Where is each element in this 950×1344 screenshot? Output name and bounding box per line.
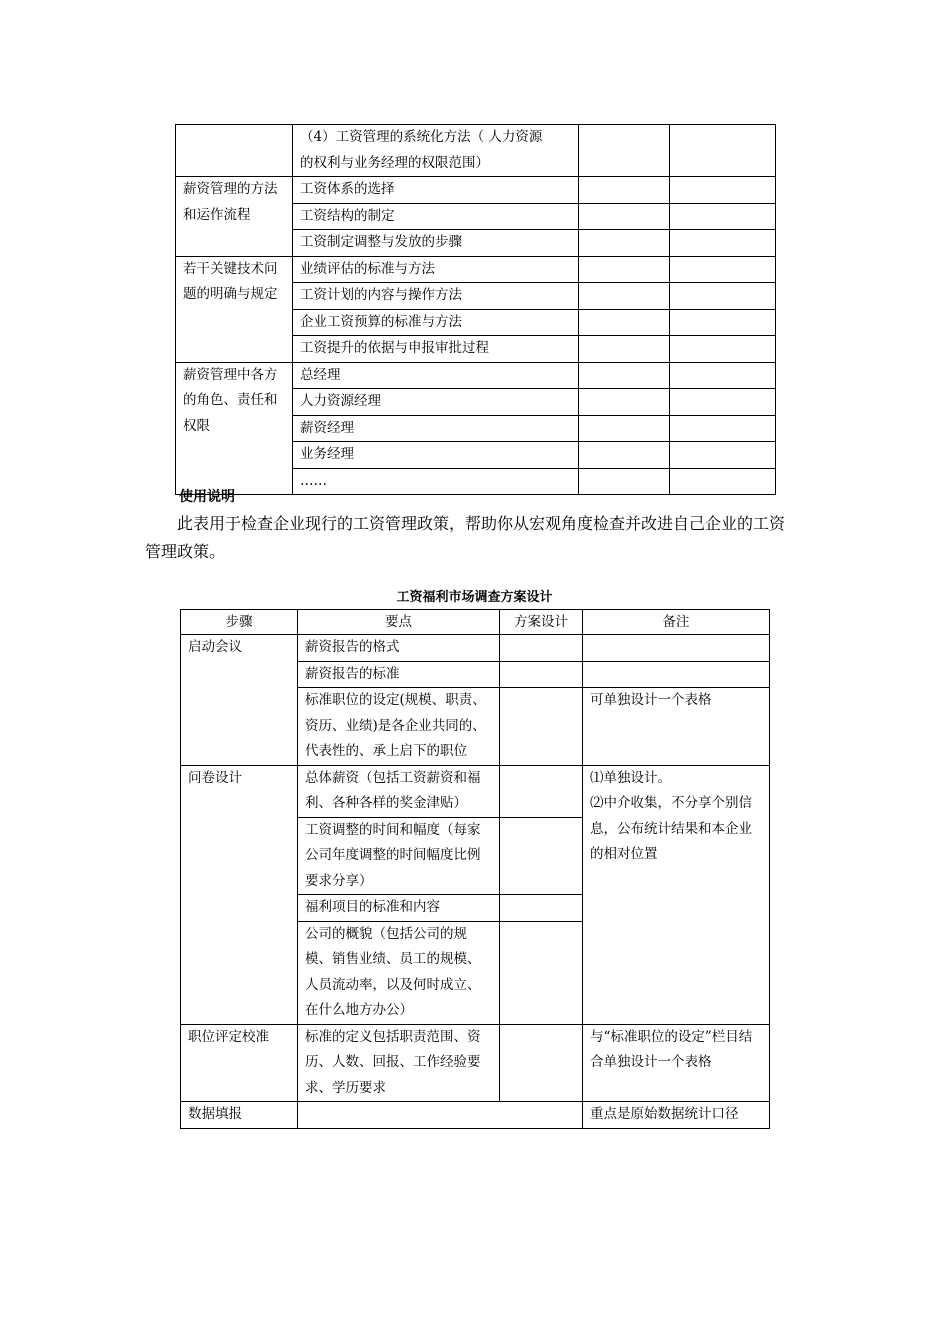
note-text: 重点是原始数据统计口径 bbox=[590, 1106, 739, 1122]
category-cell bbox=[176, 177, 293, 257]
empty-cell bbox=[670, 415, 776, 442]
empty-cell bbox=[670, 256, 776, 283]
item-cell bbox=[293, 468, 579, 495]
header-row bbox=[181, 610, 770, 635]
table-row bbox=[176, 177, 776, 204]
item-text: …… bbox=[300, 472, 327, 489]
item-text: 薪资经理 bbox=[300, 419, 354, 436]
empty-cell bbox=[579, 336, 670, 363]
empty-cell bbox=[670, 336, 776, 363]
empty-cell bbox=[579, 283, 670, 310]
category-label: 薪资管理中各方的角色、责任和权限 bbox=[183, 366, 278, 434]
point-text: 薪资报告的格式 bbox=[305, 639, 400, 655]
item-text: 工资体系的选择 bbox=[300, 181, 395, 197]
note-cell bbox=[583, 1102, 770, 1129]
empty-cell bbox=[579, 309, 670, 336]
item-text-line2: 的权利与业务经理的权限范围） bbox=[300, 154, 489, 171]
point-text: 公司的概貌（包括公司的规模、销售业绩、员工的规模、人员流动率，以及何时成立、在什么地方办公） bbox=[305, 925, 481, 1018]
note-cell bbox=[583, 765, 770, 1024]
point-cell bbox=[298, 817, 500, 895]
step-cell bbox=[181, 635, 298, 766]
usage-heading: 使用说明 bbox=[179, 489, 235, 505]
point-cell bbox=[298, 895, 500, 922]
point-text: 标准职位的设定(规模、职责、资历、业绩)是各企业共同的、代表性的、承上启下的职位 bbox=[305, 692, 486, 759]
empty-cell bbox=[670, 203, 776, 230]
point-cell bbox=[298, 661, 500, 688]
note-text: ⑴单独设计。 bbox=[590, 769, 671, 786]
step-cell bbox=[181, 1102, 298, 1129]
point-cell bbox=[298, 688, 500, 766]
category-cell bbox=[176, 256, 293, 362]
item-text: 总经理 bbox=[300, 366, 341, 383]
point-cell bbox=[298, 765, 500, 817]
category-label: 若干关键技术问题的明确与规定 bbox=[183, 260, 278, 302]
empty-cell bbox=[579, 177, 670, 204]
point-cell bbox=[298, 1024, 500, 1102]
item-text: 工资提升的依据与申报审批过程 bbox=[300, 340, 489, 356]
note-text: 可单独设计一个表格 bbox=[590, 692, 712, 708]
point-cell bbox=[298, 1102, 583, 1129]
step-cell bbox=[181, 1024, 298, 1102]
empty-cell bbox=[583, 661, 770, 688]
item-cell bbox=[293, 442, 579, 469]
empty-cell bbox=[579, 230, 670, 257]
point-text: 工资调整的时间和幅度（每家公司年度调整的时间幅度比例要求分享） bbox=[305, 821, 481, 889]
step-cell bbox=[181, 765, 298, 1024]
empty-cell bbox=[670, 442, 776, 469]
empty-cell bbox=[579, 125, 670, 177]
step-label: 职位评定校准 bbox=[188, 1028, 269, 1045]
empty-cell bbox=[500, 1024, 583, 1102]
header-plan: 方案设计 bbox=[500, 610, 583, 635]
table-row bbox=[176, 256, 776, 283]
header-note: 备注 bbox=[583, 610, 770, 635]
table-row bbox=[181, 1102, 770, 1129]
note-text: ⑵中介收集，不分享个别信息，公布统计结果和本企业的相对位置 bbox=[590, 795, 752, 862]
empty-cell bbox=[579, 389, 670, 416]
item-text-line1: （4）工资管理的系统化方法（ 人力资源 bbox=[300, 129, 543, 145]
empty-cell bbox=[579, 468, 670, 495]
item-text: 工资结构的制定 bbox=[300, 207, 395, 224]
table-row bbox=[176, 125, 776, 177]
category-cell bbox=[176, 125, 293, 177]
item-cell bbox=[293, 336, 579, 363]
empty-cell bbox=[670, 468, 776, 495]
point-text: 薪资报告的标准 bbox=[305, 665, 400, 682]
empty-cell bbox=[500, 688, 583, 766]
item-cell bbox=[293, 389, 579, 416]
empty-cell bbox=[579, 256, 670, 283]
note-text: 与“标准职位的设定”栏目结合单独设计一个表格 bbox=[590, 1028, 753, 1070]
category-label: 薪资管理的方法和运作流程 bbox=[183, 181, 278, 223]
step-label: 数据填报 bbox=[188, 1106, 242, 1122]
item-cell bbox=[293, 256, 579, 283]
empty-cell bbox=[579, 442, 670, 469]
empty-cell bbox=[670, 283, 776, 310]
table-title: 工资福利市场调查方案设计 bbox=[396, 590, 553, 605]
item-cell bbox=[293, 415, 579, 442]
item-text: 工资制定调整与发放的步骤 bbox=[300, 234, 462, 250]
market-survey-plan-table bbox=[180, 609, 770, 1129]
empty-cell bbox=[500, 895, 583, 922]
item-text: 业务经理 bbox=[300, 446, 354, 462]
point-cell bbox=[298, 921, 500, 1024]
item-text: 人力资源经理 bbox=[300, 393, 381, 409]
item-cell bbox=[293, 362, 579, 389]
category-cell bbox=[176, 362, 293, 495]
empty-cell bbox=[579, 415, 670, 442]
item-cell bbox=[293, 203, 579, 230]
point-cell bbox=[298, 635, 500, 662]
empty-cell bbox=[670, 309, 776, 336]
empty-cell bbox=[670, 362, 776, 389]
salary-policy-checklist-table bbox=[175, 124, 776, 495]
empty-cell bbox=[500, 921, 583, 1024]
item-text: 业绩评估的标准与方法 bbox=[300, 260, 435, 277]
header-points: 要点 bbox=[298, 610, 500, 635]
point-text: 总体薪资（包括工资薪资和福利、各种各样的奖金津贴） bbox=[305, 769, 481, 811]
item-cell bbox=[293, 177, 579, 204]
empty-cell bbox=[500, 765, 583, 817]
empty-cell bbox=[670, 389, 776, 416]
step-label: 问卷设计 bbox=[188, 769, 242, 786]
empty-cell bbox=[583, 635, 770, 662]
note-cell bbox=[583, 1024, 770, 1102]
item-cell bbox=[293, 309, 579, 336]
empty-cell bbox=[670, 125, 776, 177]
item-cell bbox=[293, 230, 579, 257]
empty-cell bbox=[500, 661, 583, 688]
note-cell bbox=[583, 688, 770, 766]
item-text: 工资计划的内容与操作方法 bbox=[300, 287, 462, 303]
usage-paragraph: 此表用于检查企业现行的工资管理政策，帮助你从宏观角度检查并改进自己企业的工资管理政策。 bbox=[145, 514, 786, 561]
empty-cell bbox=[579, 203, 670, 230]
empty-cell bbox=[500, 635, 583, 662]
header-step: 步骤 bbox=[181, 610, 298, 635]
table-row bbox=[181, 1024, 770, 1102]
empty-cell bbox=[500, 817, 583, 895]
table-row bbox=[181, 765, 770, 817]
item-cell bbox=[293, 125, 579, 177]
item-cell bbox=[293, 283, 579, 310]
table-row bbox=[176, 362, 776, 389]
step-label: 启动会议 bbox=[188, 639, 242, 655]
empty-cell bbox=[579, 362, 670, 389]
point-text: 标准的定义包括职责范围、资历、人数、回报、工作经验要求、学历要求 bbox=[305, 1028, 481, 1096]
empty-cell bbox=[670, 177, 776, 204]
empty-cell bbox=[670, 230, 776, 257]
point-text: 福利项目的标准和内容 bbox=[305, 899, 440, 915]
table-row bbox=[181, 635, 770, 662]
item-text: 企业工资预算的标准与方法 bbox=[300, 313, 462, 330]
